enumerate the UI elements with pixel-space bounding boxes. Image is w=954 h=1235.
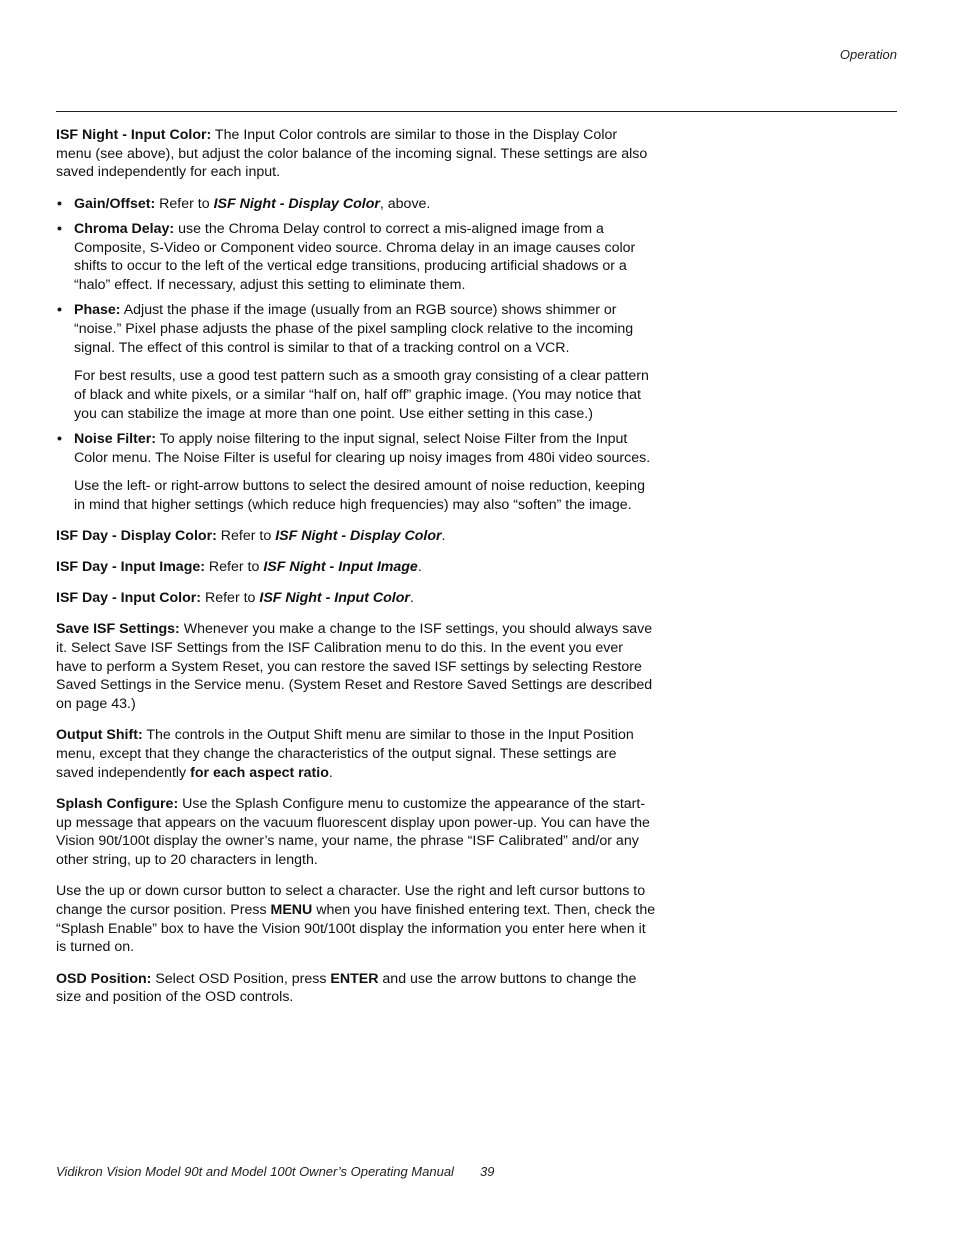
term-label: Noise Filter: bbox=[74, 430, 156, 447]
term-label: ISF Day - Display Color: bbox=[56, 527, 217, 544]
isf-day-input-color-paragraph bbox=[56, 589, 656, 608]
key-name: MENU bbox=[270, 901, 313, 918]
paragraph-text: . bbox=[328, 764, 333, 781]
paragraph-text: The controls in the Output Shift menu are similar to those in the Input Position menu, except that they change the characteristics of the output signal. These settings are saved independently bbox=[56, 727, 634, 781]
bullet-dot: • bbox=[57, 430, 62, 447]
bullet-gain-offset bbox=[56, 195, 656, 214]
cross-reference: ISF Night - Input Color bbox=[259, 590, 410, 607]
term-label: Phase: bbox=[74, 302, 121, 319]
bullet-dot: • bbox=[57, 220, 62, 237]
paragraph-text: Use the Splash Configure menu to customize the appearance of the start-up message that appears on the vacuum fluorescent display upon power-up. You can have the Vision 90t/100t display the owner’s name, your name, the phrase “ISF Calibrated” and/or any other string, up to 20 characters in length. bbox=[56, 795, 650, 868]
paragraph-text: . bbox=[409, 590, 414, 607]
paragraph-text: Adjust the phase if the image (usually from an RGB source) shows shimmer or “noise.” Pixel phase adjusts the phase of the pixel sampling clock relative to the incoming signal. The effect of this control is similar to that of a tracking control on a VCR. bbox=[74, 302, 634, 356]
bullet-sub-paragraph: For best results, use a good test pattern such as a smooth gray consisting of a clear pattern of black and white pixels, or a similar “half on, half off” graphic image. (You may notice that you can stabilize the image at more than one point. Use either setting in this case.) bbox=[74, 368, 649, 422]
header-rule bbox=[56, 111, 897, 112]
paragraph-text: . bbox=[441, 527, 446, 544]
term-label: Output Shift: bbox=[56, 727, 143, 744]
key-name: ENTER bbox=[330, 970, 379, 987]
term-label: ISF Day - Input Image: bbox=[56, 558, 205, 575]
paragraph-text: when you have finished entering text. Then, check the “Splash Enable” box to have the Vision 90t/100t display the information you enter here when it is turned on. bbox=[56, 901, 656, 956]
emphasis-text: for each aspect ratio bbox=[190, 764, 329, 781]
osd-position-paragraph bbox=[56, 970, 656, 1007]
paragraph-text: use the Chroma Delay control to correct a mis-aligned image from a Composite, S-Video or Component video source. Chroma delay in an image causes color shifts to occur to the left of the vertical edge transitions, producing artificial shadows or a “halo” effect. If necessary, adjust this setting to eliminate them. bbox=[74, 220, 636, 293]
paragraph-text: , above. bbox=[379, 195, 431, 212]
bullet-chroma-delay bbox=[56, 220, 656, 295]
save-isf-settings-paragraph bbox=[56, 620, 656, 714]
bullet-dot: • bbox=[57, 195, 62, 212]
cross-reference: ISF Night - Display Color bbox=[275, 527, 442, 544]
bullet-sub-paragraph: Use the left- or right-arrow buttons to select the desired amount of noise reduction, keeping in mind that higher settings (which reduce high frequencies) may also “soften” the image. bbox=[74, 478, 645, 513]
input-color-bullet-list bbox=[56, 195, 656, 515]
cross-reference: ISF Night - Input Image bbox=[263, 558, 418, 575]
paragraph-text: Refer to bbox=[216, 527, 276, 544]
isf-day-input-image-paragraph bbox=[56, 558, 656, 577]
term-label: OSD Position: bbox=[56, 970, 152, 987]
term-label: ISF Night - Input Color: bbox=[56, 127, 212, 143]
running-header: Operation bbox=[839, 47, 897, 62]
paragraph-text: and use the arrow buttons to change the size and position of the OSD controls. bbox=[56, 970, 637, 1006]
manual-title: Vidikron Vision Model 90t and Model 100t Owner’s Operating Manual bbox=[56, 1164, 454, 1179]
paragraph-text: . bbox=[417, 558, 422, 575]
bullet-phase bbox=[56, 301, 656, 423]
bullet-noise-filter bbox=[56, 430, 656, 515]
term-label: Chroma Delay: bbox=[74, 220, 175, 237]
bullet-dot: • bbox=[57, 302, 62, 319]
paragraph-text: Refer to bbox=[204, 558, 264, 575]
paragraph-text: Use the up or down cursor button to select a character. Use the right and left cursor buttons to change the cursor position. Press bbox=[56, 883, 646, 918]
term-label: Save ISF Settings: bbox=[56, 621, 180, 638]
isf-day-display-color-paragraph bbox=[56, 527, 656, 546]
cross-reference: ISF Night - Display Color bbox=[213, 195, 380, 212]
paragraph-text: Refer to bbox=[201, 590, 260, 607]
paragraph-text: Refer to bbox=[155, 195, 214, 212]
splash-configure-paragraph bbox=[56, 795, 656, 870]
paragraph-text: To apply noise filtering to the input signal, select Noise Filter from the Input Color menu. The Noise Filter is useful for clearing up noisy images from 480i video sources. bbox=[74, 430, 651, 466]
paragraph-text: Whenever you make a change to the ISF settings, you should always save it. Select Save ISF Settings from the ISF Calibration menu to do this. In the event you ever have to perform a System Reset, you can restore the saved ISF settings by selecting Restore Saved Settings in the Service menu. (System Reset and Restore Saved Settings are described on page 43.) bbox=[56, 621, 653, 713]
paragraph-text: Select OSD Position, press bbox=[151, 970, 331, 987]
page-number: 39 bbox=[479, 1164, 495, 1179]
output-shift-paragraph bbox=[56, 726, 656, 782]
cursor-instructions-paragraph bbox=[56, 882, 656, 957]
page-body bbox=[56, 126, 656, 1019]
page-footer bbox=[56, 1164, 494, 1179]
paragraph-text: The Input Color controls are similar to those in the Display Color menu (see above), but adjust the color balance of the incoming signal. These settings are also saved independently for each input. bbox=[56, 127, 648, 181]
term-label: Gain/Offset: bbox=[74, 195, 156, 212]
term-label: Splash Configure: bbox=[56, 795, 179, 812]
term-label: ISF Day - Input Color: bbox=[56, 590, 202, 607]
isf-night-input-color-paragraph bbox=[56, 126, 656, 182]
